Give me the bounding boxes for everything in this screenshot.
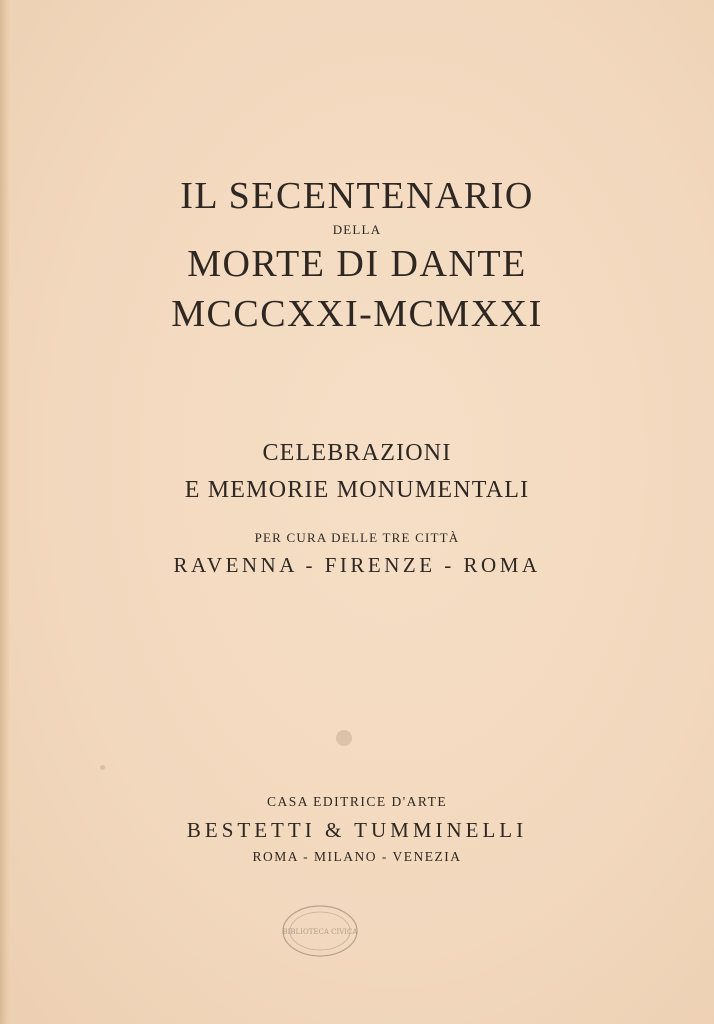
title-line-2: MORTE DI DANTE: [187, 243, 527, 285]
subtitle-line-1: CELEBRAZIONI: [262, 440, 452, 466]
title-line-1: IL SECENTENARIO: [180, 175, 534, 217]
subtitle-per-cura: PER CURA DELLE TRE CITTÀ: [254, 530, 460, 545]
title-della: DELLA: [332, 222, 382, 237]
stamp-text: BIBLIOTECA CIVICA: [282, 928, 358, 936]
binding-edge: [0, 0, 10, 1024]
paper-speck: [100, 765, 105, 770]
library-stamp-icon: [280, 903, 360, 959]
publisher-casa: CASA EDITRICE D'ARTE: [266, 794, 448, 809]
subtitle-line-2: E MEMORIE MONUMENTALI: [184, 477, 530, 503]
publisher-name: BESTETTI & TUMMINELLI: [186, 818, 528, 842]
subtitle-cities: RAVENNA - FIRENZE - ROMA: [173, 553, 541, 577]
paper-spot: [336, 730, 352, 746]
publisher-cities: ROMA - MILANO - VENEZIA: [252, 849, 462, 864]
title-dates: MCCCXXI-MCMXXI: [171, 293, 543, 335]
